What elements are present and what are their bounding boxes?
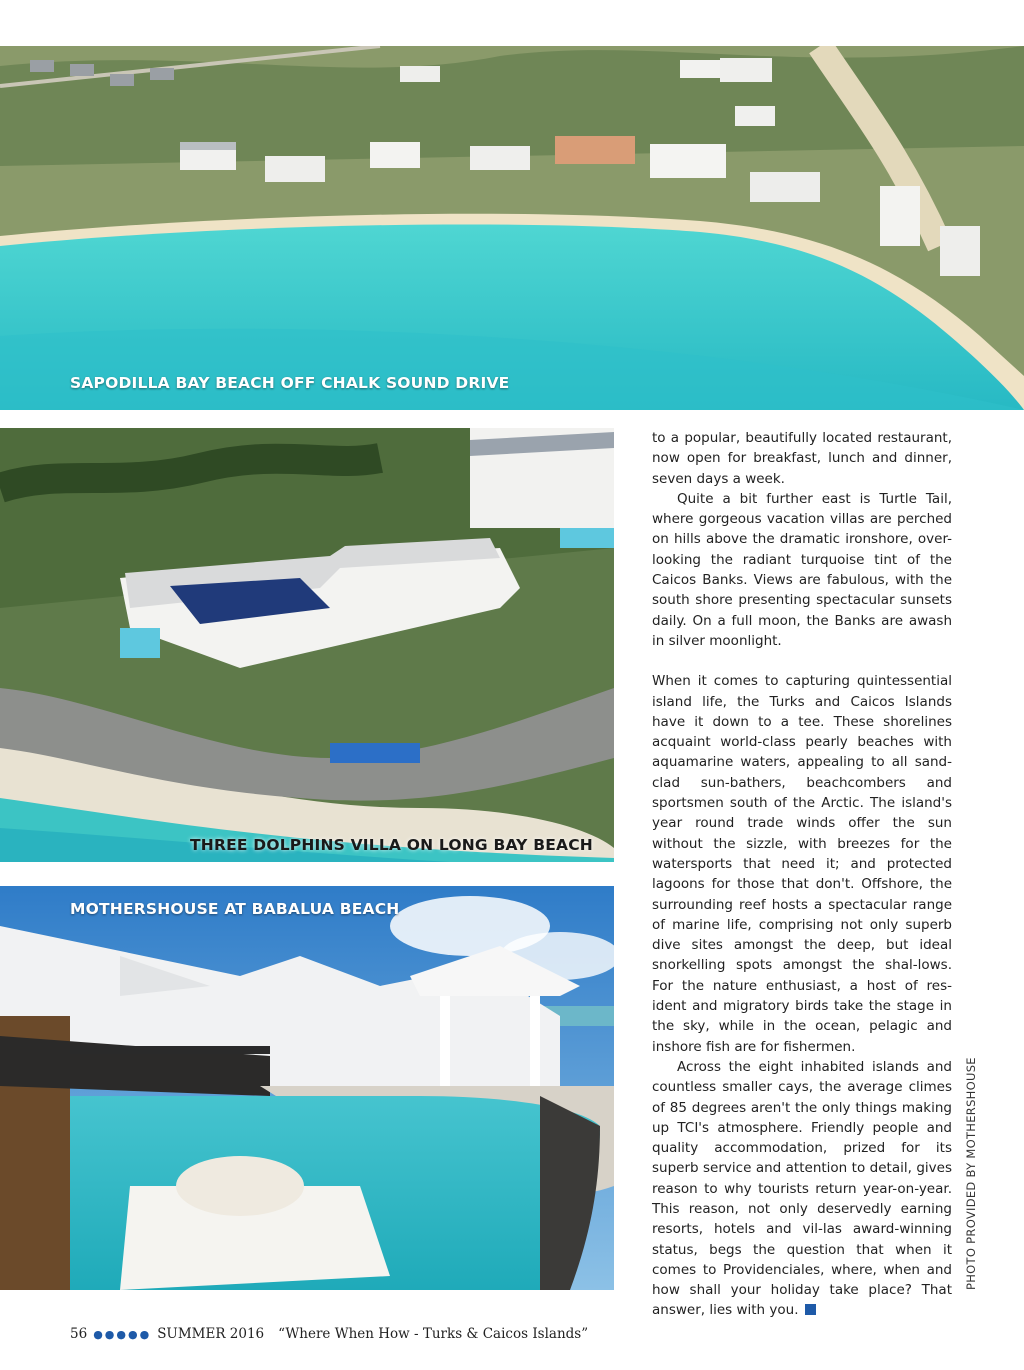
article-body [652,428,952,1321]
photo-credit: PHOTO PROVIDED BY MOTHERSHOUSE [964,1057,978,1290]
paragraph-island-life: When it comes to capturing quintessential island life, the Turks and Caicos Islands have it down to a tee. These shorelines acquaint world-class pearly beaches with aquamarine waters, appealing to all sand-clad sun-bathers, beachcombers and sportsmen south of the Arctic. The island's year round trade winds offer the sun without the sizzle, with breezes for the watersports that need it; and protected lagoons for those that don't. Offshore, the surrounding reef hosts a spectacular range of marine life, comprising not only superb dive sites amongst the deep, but ideal snorkelling spots amongst the shal-lows. For the nature enthusiast, a host of res-ident and migratory birds take the stage in the sky, while in the ocean, pelagic and inshore fish are for fishermen. [652,673,952,1055]
footer-publication: “Where When How - Turks & Caicos Islands” [278,1326,589,1342]
footer-dots: ●●●●● [93,1327,152,1341]
mothershouse-photo [0,886,614,1290]
mothershouse-caption: MOTHERSHOUSE AT BABALUA BEACH [70,900,400,918]
three-dolphins-villa-photo [0,428,614,862]
end-of-article-mark [805,1304,816,1315]
sapodilla-bay-photo [0,46,1024,410]
paragraph-turtle-tail: Quite a bit further east is Turtle Tail, where gorgeous vacation villas are perched on hills above the dramatic ironshore, over-looking the radiant turquoise tint of the Caicos Banks. Views are fabulous, with the south shore presenting spectacular sunsets daily. On a full moon, the Banks are awash in silver moonlight. [652,490,952,649]
three-dolphins-caption: THREE DOLPHINS VILLA ON LONG BAY BEACH [190,836,593,854]
paragraph-inhabited-islands-text: Across the eight inhabited islands and countless smaller cays, the average climes of 85 degrees aren't the only things making up TCI's atmosphere. Friendly people and quality accommodation, prized for its superb service and attention to detail, gives reason to why tourists return year-on-year. This reason, not only deservedly earning resorts, hotels and vil-las award-winning status, begs the question that when it comes to Providenciales, where, when and how shall your holiday take place? That answer, lies with you. [652,1058,952,1319]
page-number: 56 [70,1326,88,1342]
sapodilla-bay-caption: SAPODILLA BAY BEACH OFF CHALK SOUND DRIVE [70,374,510,392]
paragraph-inhabited-islands [652,1057,952,1321]
footer-season: SUMMER 2016 [157,1326,265,1342]
page-footer [70,1326,588,1342]
paragraph-restaurant: to a popular, beautifully located restaurant, now open for breakfast, lunch and dinner, seven days a week. [652,430,952,487]
